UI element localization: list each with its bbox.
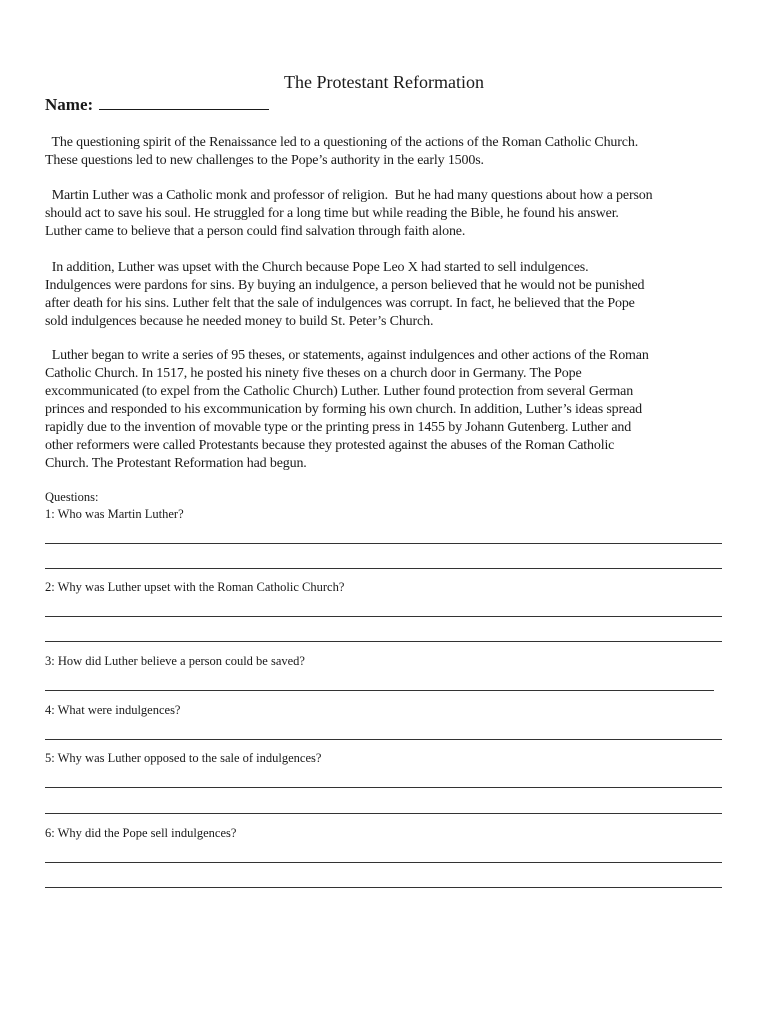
answer-line[interactable] [45, 887, 722, 888]
question-3: 3: How did Luther believe a person could be saved? [45, 654, 305, 668]
questions-section [45, 489, 725, 506]
name-blank-line [99, 95, 269, 110]
paragraph-line: after death for his sins. Luther felt that the sale of indulgences was corrupt. In fact, he believed that the Pope [45, 296, 635, 311]
paragraph-line: Church. The Protestant Reformation had begun. [45, 456, 307, 471]
paragraph-line: The questioning spirit of the Renaissance led to a questioning of the actions of the Roman Catholic Church. [45, 135, 639, 150]
paragraph-line: Indulgences were pardons for sins. By buying an indulgence, a person believed that he would not be punished [45, 278, 645, 293]
paragraph-line: Catholic Church. In 1517, he posted his ninety five theses on a church door in Germany. The Pope [45, 366, 582, 381]
answer-line[interactable] [45, 568, 722, 569]
answer-line[interactable] [45, 543, 722, 544]
answer-line[interactable] [45, 739, 722, 740]
question-4: 4: What were indulgences? [45, 703, 181, 717]
paragraph-line: These questions led to new challenges to the Pope’s authority in the early 1500s. [45, 153, 484, 168]
answer-line[interactable] [45, 862, 722, 863]
question-1: 1: Who was Martin Luther? [45, 507, 184, 521]
name-label: Name: [45, 95, 94, 114]
question-5: 5: Why was Luther opposed to the sale of indulgences? [45, 751, 322, 765]
paragraph-4 [45, 347, 730, 473]
answer-line[interactable] [45, 813, 722, 814]
paragraph-line: sold indulgences because he needed money to build St. Peter’s Church. [45, 314, 434, 329]
paragraph-line: other reformers were called Protestants because they protested against the abuses of the Roman Catholic [45, 438, 615, 453]
paragraph-line: Martin Luther was a Catholic monk and professor of religion. But he had many questions about how a person [45, 188, 653, 203]
worksheet-title: The Protestant Reformation [284, 72, 484, 92]
paragraph-1 [45, 134, 730, 170]
paragraph-3 [45, 259, 730, 331]
paragraph-2 [45, 187, 730, 241]
questions-heading: Questions: [45, 490, 99, 504]
paragraph-line: should act to save his soul. He struggled for a long time but while reading the Bible, he found his answer. [45, 206, 619, 221]
answer-line[interactable] [45, 690, 714, 691]
answer-line[interactable] [45, 616, 722, 617]
name-row [45, 94, 269, 116]
paragraph-line: rapidly due to the invention of movable type or the printing press in 1455 by Johann Gutenberg. Luther and [45, 420, 632, 435]
answer-line[interactable] [45, 641, 722, 642]
paragraph-line: In addition, Luther was upset with the Church because Pope Leo X had started to sell indulgences. [45, 260, 589, 275]
question-2: 2: Why was Luther upset with the Roman Catholic Church? [45, 580, 345, 594]
paragraph-line: Luther began to write a series of 95 theses, or statements, against indulgences and other actions of the Roman [45, 348, 649, 363]
paragraph-line: princes and responded to his excommunication by forming his own church. In addition, Luther’s ideas spread [45, 402, 642, 417]
paragraph-line: excommunicated (to expel from the Catholic Church) Luther. Luther found protection from several German [45, 384, 634, 399]
answer-line[interactable] [45, 787, 722, 788]
paragraph-line: Luther came to believe that a person could find salvation through faith alone. [45, 224, 466, 239]
question-6: 6: Why did the Pope sell indulgences? [45, 826, 237, 840]
